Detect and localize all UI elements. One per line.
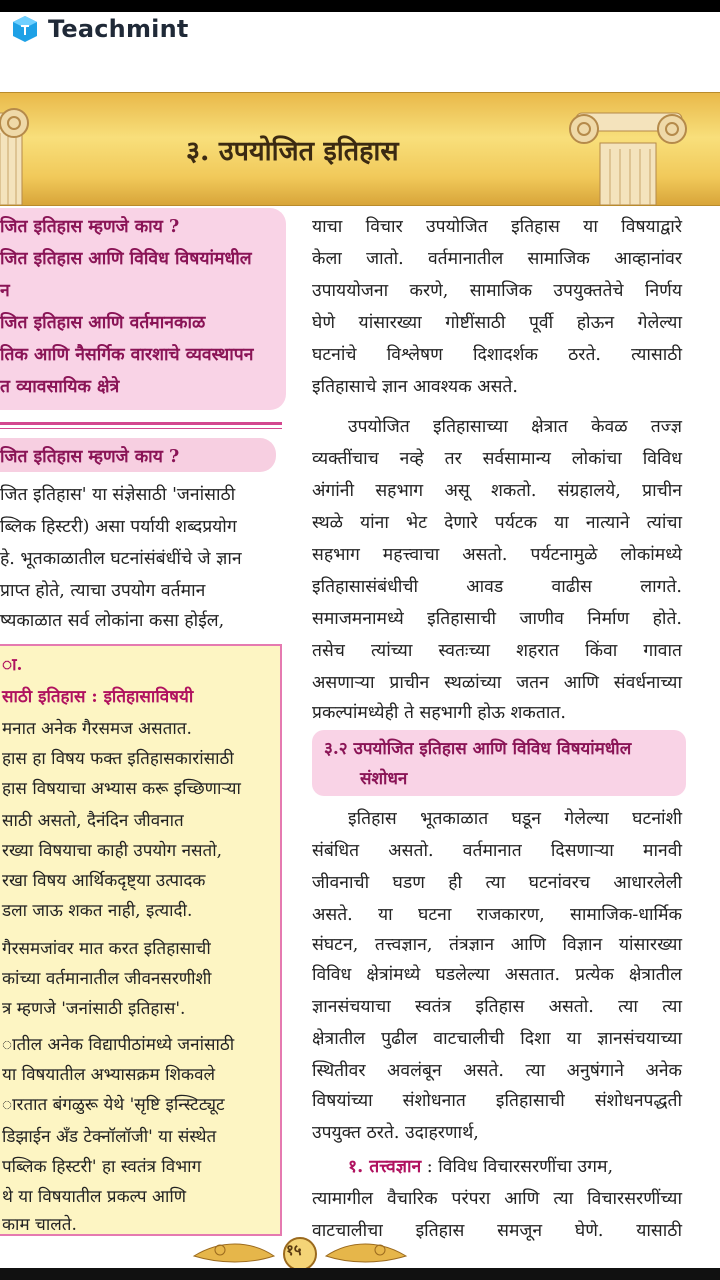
section-heading-box xyxy=(312,730,686,796)
body-line: जीवनाची घडण ही त्या घटनांवरच आधारलेली xyxy=(312,873,682,893)
body-line: ज्ञानसंचयाचा स्वतंत्र इतिहास असतो. त्या त्या xyxy=(312,997,682,1017)
body-line: इतिहासाचे ज्ञान आवश्यक असते. xyxy=(312,377,518,397)
body-line: संघटन, तत्त्वज्ञान, तंत्रज्ञान आणि विज्ञान यांसारख्या xyxy=(312,935,682,955)
body-line: उपयोजित इतिहासाच्या क्षेत्रात केवळ तज्ज्ञ xyxy=(348,417,682,437)
box-line: मनात अनेक गैरसमज असतात. xyxy=(2,719,192,739)
body-line: प्रकल्पांमध्येही ते सहभागी होऊ शकतात. xyxy=(312,703,566,723)
box-line: कांच्या वर्तमानातील जीवनसरणीशी xyxy=(2,969,212,989)
status-bar xyxy=(0,0,720,12)
topic-item: जित इतिहास म्हणजे काय ? xyxy=(0,217,180,237)
chapter-banner xyxy=(0,92,720,206)
box-line: थे या विषयातील प्रकल्प आणि xyxy=(2,1187,187,1207)
box-line: ातील अनेक विद्यापीठांमध्ये जनांसाठी xyxy=(2,1035,235,1055)
info-box xyxy=(0,644,282,1236)
chapter-title: ३. उपयोजित इतिहास xyxy=(186,136,399,167)
brand-name: Teachmint xyxy=(48,15,189,43)
teachmint-logo-icon xyxy=(10,14,40,44)
body-line: इतिहास भूतकाळात घडून गेलेल्या घटनांशी xyxy=(348,809,682,829)
box-line: या विषयातील अभ्यासक्रम शिकवले xyxy=(2,1065,216,1085)
box-heading: साठी इतिहास : इतिहासाविषयी xyxy=(2,687,194,707)
body-line: ष्यकाळात सर्व लोकांना कसा होईल, xyxy=(0,611,225,631)
topic-item: न xyxy=(0,281,10,301)
pillar-left-icon xyxy=(0,93,30,205)
body-line: घेणे यांसारख्या गोष्टींसाठी पूर्वी होऊन गेलेल्या xyxy=(312,313,682,333)
box-line: हास विषयाचा अभ्यास करू इच्छिणाऱ्या xyxy=(2,779,241,799)
divider xyxy=(0,422,282,425)
section-heading-cont: संशोधन xyxy=(360,769,408,789)
body-line: उपयुक्त ठरते. उदाहरणार्थ, xyxy=(312,1123,479,1143)
body-line: उपाययोजना करणे, सामाजिक उपयुक्ततेचे निर्णय xyxy=(312,281,682,301)
page-sheet xyxy=(0,12,720,1268)
body-line: स्थळे यांना भेट देणारे पर्यटक या नात्याने त्यांचा xyxy=(312,513,682,533)
body-line: वाटचालीचा इतिहास समजून घेणे. यासाठी xyxy=(312,1221,682,1241)
box-line: त्र म्हणजे 'जनांसाठी इतिहास'. xyxy=(2,999,186,1019)
box-line: साठी असतो, दैनंदिन जीवनात xyxy=(2,811,184,831)
body-line: जित इतिहास' या संज्ञेसाठी 'जनांसाठी xyxy=(0,485,236,505)
box-line: डिझाईन अँड टेक्नॉलॉजी' या संस्थेत xyxy=(2,1127,217,1147)
box-line: हास हा विषय फक्त इतिहासकारांसाठी xyxy=(2,749,234,769)
box-line: पब्लिक हिस्टरी' हा स्वतंत्र विभाग xyxy=(2,1157,202,1177)
section-heading-box xyxy=(0,438,276,472)
body-line: असणाऱ्या प्राचीन स्थळांच्या जतन आणि संवर्धनाच्या xyxy=(312,673,682,693)
body-line xyxy=(348,1154,682,1178)
section-heading: जित इतिहास म्हणजे काय ? xyxy=(0,447,180,467)
body-line: अंगांनी सहभाग असू शकतो. संग्रहालये, प्राचीन xyxy=(312,481,682,501)
body-line: प्राप्त होते, त्याचा उपयोग वर्तमान xyxy=(0,581,206,601)
body-line: असते. या घटना राजकारण, सामाजिक-धार्मिक xyxy=(312,905,682,925)
body-line: त्यामागील वैचारिक परंपरा आणि त्या विचारसरणींच्या xyxy=(312,1189,682,1209)
box-line: रखा विषय आर्थिकदृष्ट्या उत्पादक xyxy=(2,871,206,891)
topic-item: जित इतिहास आणि विविध विषयांमधील xyxy=(0,249,252,269)
box-line: ारतात बंगळुरू येथे 'सृष्टि इन्स्टिट्यूट xyxy=(2,1095,225,1115)
topic-item: त व्यावसायिक क्षेत्रे xyxy=(0,377,120,397)
topics-box xyxy=(0,208,286,410)
box-line: ा. xyxy=(2,655,23,675)
body-line: संबंधित असतो. वर्तमानात दिसणाऱ्या मानवी xyxy=(312,841,682,861)
topic-item: तिक आणि नैसर्गिक वारशाचे व्यवस्थापन xyxy=(0,345,254,365)
page-number: १५ xyxy=(286,1241,302,1259)
box-line: रख्या विषयाचा काही उपयोग नसतो, xyxy=(2,841,223,861)
box-line: काम चालते. xyxy=(2,1215,77,1235)
box-line: गैरसमजांवर मात करत इतिहासाची xyxy=(2,939,211,959)
brand-header xyxy=(10,14,189,44)
body-line: समाजमनामध्ये इतिहासाची जाणीव निर्माण होते. xyxy=(312,609,682,629)
pillar-right-icon xyxy=(566,93,690,205)
box-line xyxy=(2,684,193,707)
topic-item: जित इतिहास आणि वर्तमानकाळ xyxy=(0,313,206,333)
body-line: विषयांच्या संशोधनात इतिहासाची संशोधनपद्धती xyxy=(312,1091,682,1111)
body-line: सहभाग महत्त्वाचा असतो. पर्यटनामुळे लोकांमध्ये xyxy=(312,545,682,565)
box-line: डला जाऊ शकत नाही, इत्यादी. xyxy=(2,901,193,921)
body-line: केला जातो. वर्तमानातील सामाजिक आव्हानांवर xyxy=(312,249,682,269)
body-line: ब्लिक हिस्टरी) असा पर्यायी शब्दप्रयोग xyxy=(0,517,237,537)
item-label: १. तत्त्वज्ञान xyxy=(348,1157,422,1177)
section-heading: ३.२ उपयोजित इतिहास आणि विविध विषयांमधील xyxy=(324,739,632,759)
body-line: घटनांचे विश्लेषण दिशादर्शक ठरते. त्यासाठी xyxy=(312,345,682,365)
body-line: तसेच त्यांच्या स्वतःच्या शहरात किंवा गावात xyxy=(312,641,682,661)
item-text: : विविध विचारसरणींचा उगम, xyxy=(426,1157,614,1177)
body-line: व्यक्तींचाच नव्हे तर सर्वसामान्य लोकांचा विविध xyxy=(312,449,682,469)
body-line: इतिहासासंबंधीची आवड वाढीस लागते. xyxy=(312,577,682,597)
body-line: क्षेत्रातील पुढील वाटचालीची दिशा या ज्ञानसंचयाच्या xyxy=(312,1029,682,1049)
body-line: याचा विचार उपयोजित इतिहास या विषयाद्वारे xyxy=(312,217,682,237)
divider xyxy=(0,428,282,429)
body-line: हे. भूतकाळातील घटनांसंबंधींचे जे ज्ञान xyxy=(0,549,242,569)
body-line: विविध क्षेत्रांमध्ये घडलेल्या असतात. प्रत्येक क्षेत्रातील xyxy=(312,965,682,985)
body-line: स्थितीवर अवलंबून असते. त्या अनुषंगाने अनेक xyxy=(312,1061,682,1081)
